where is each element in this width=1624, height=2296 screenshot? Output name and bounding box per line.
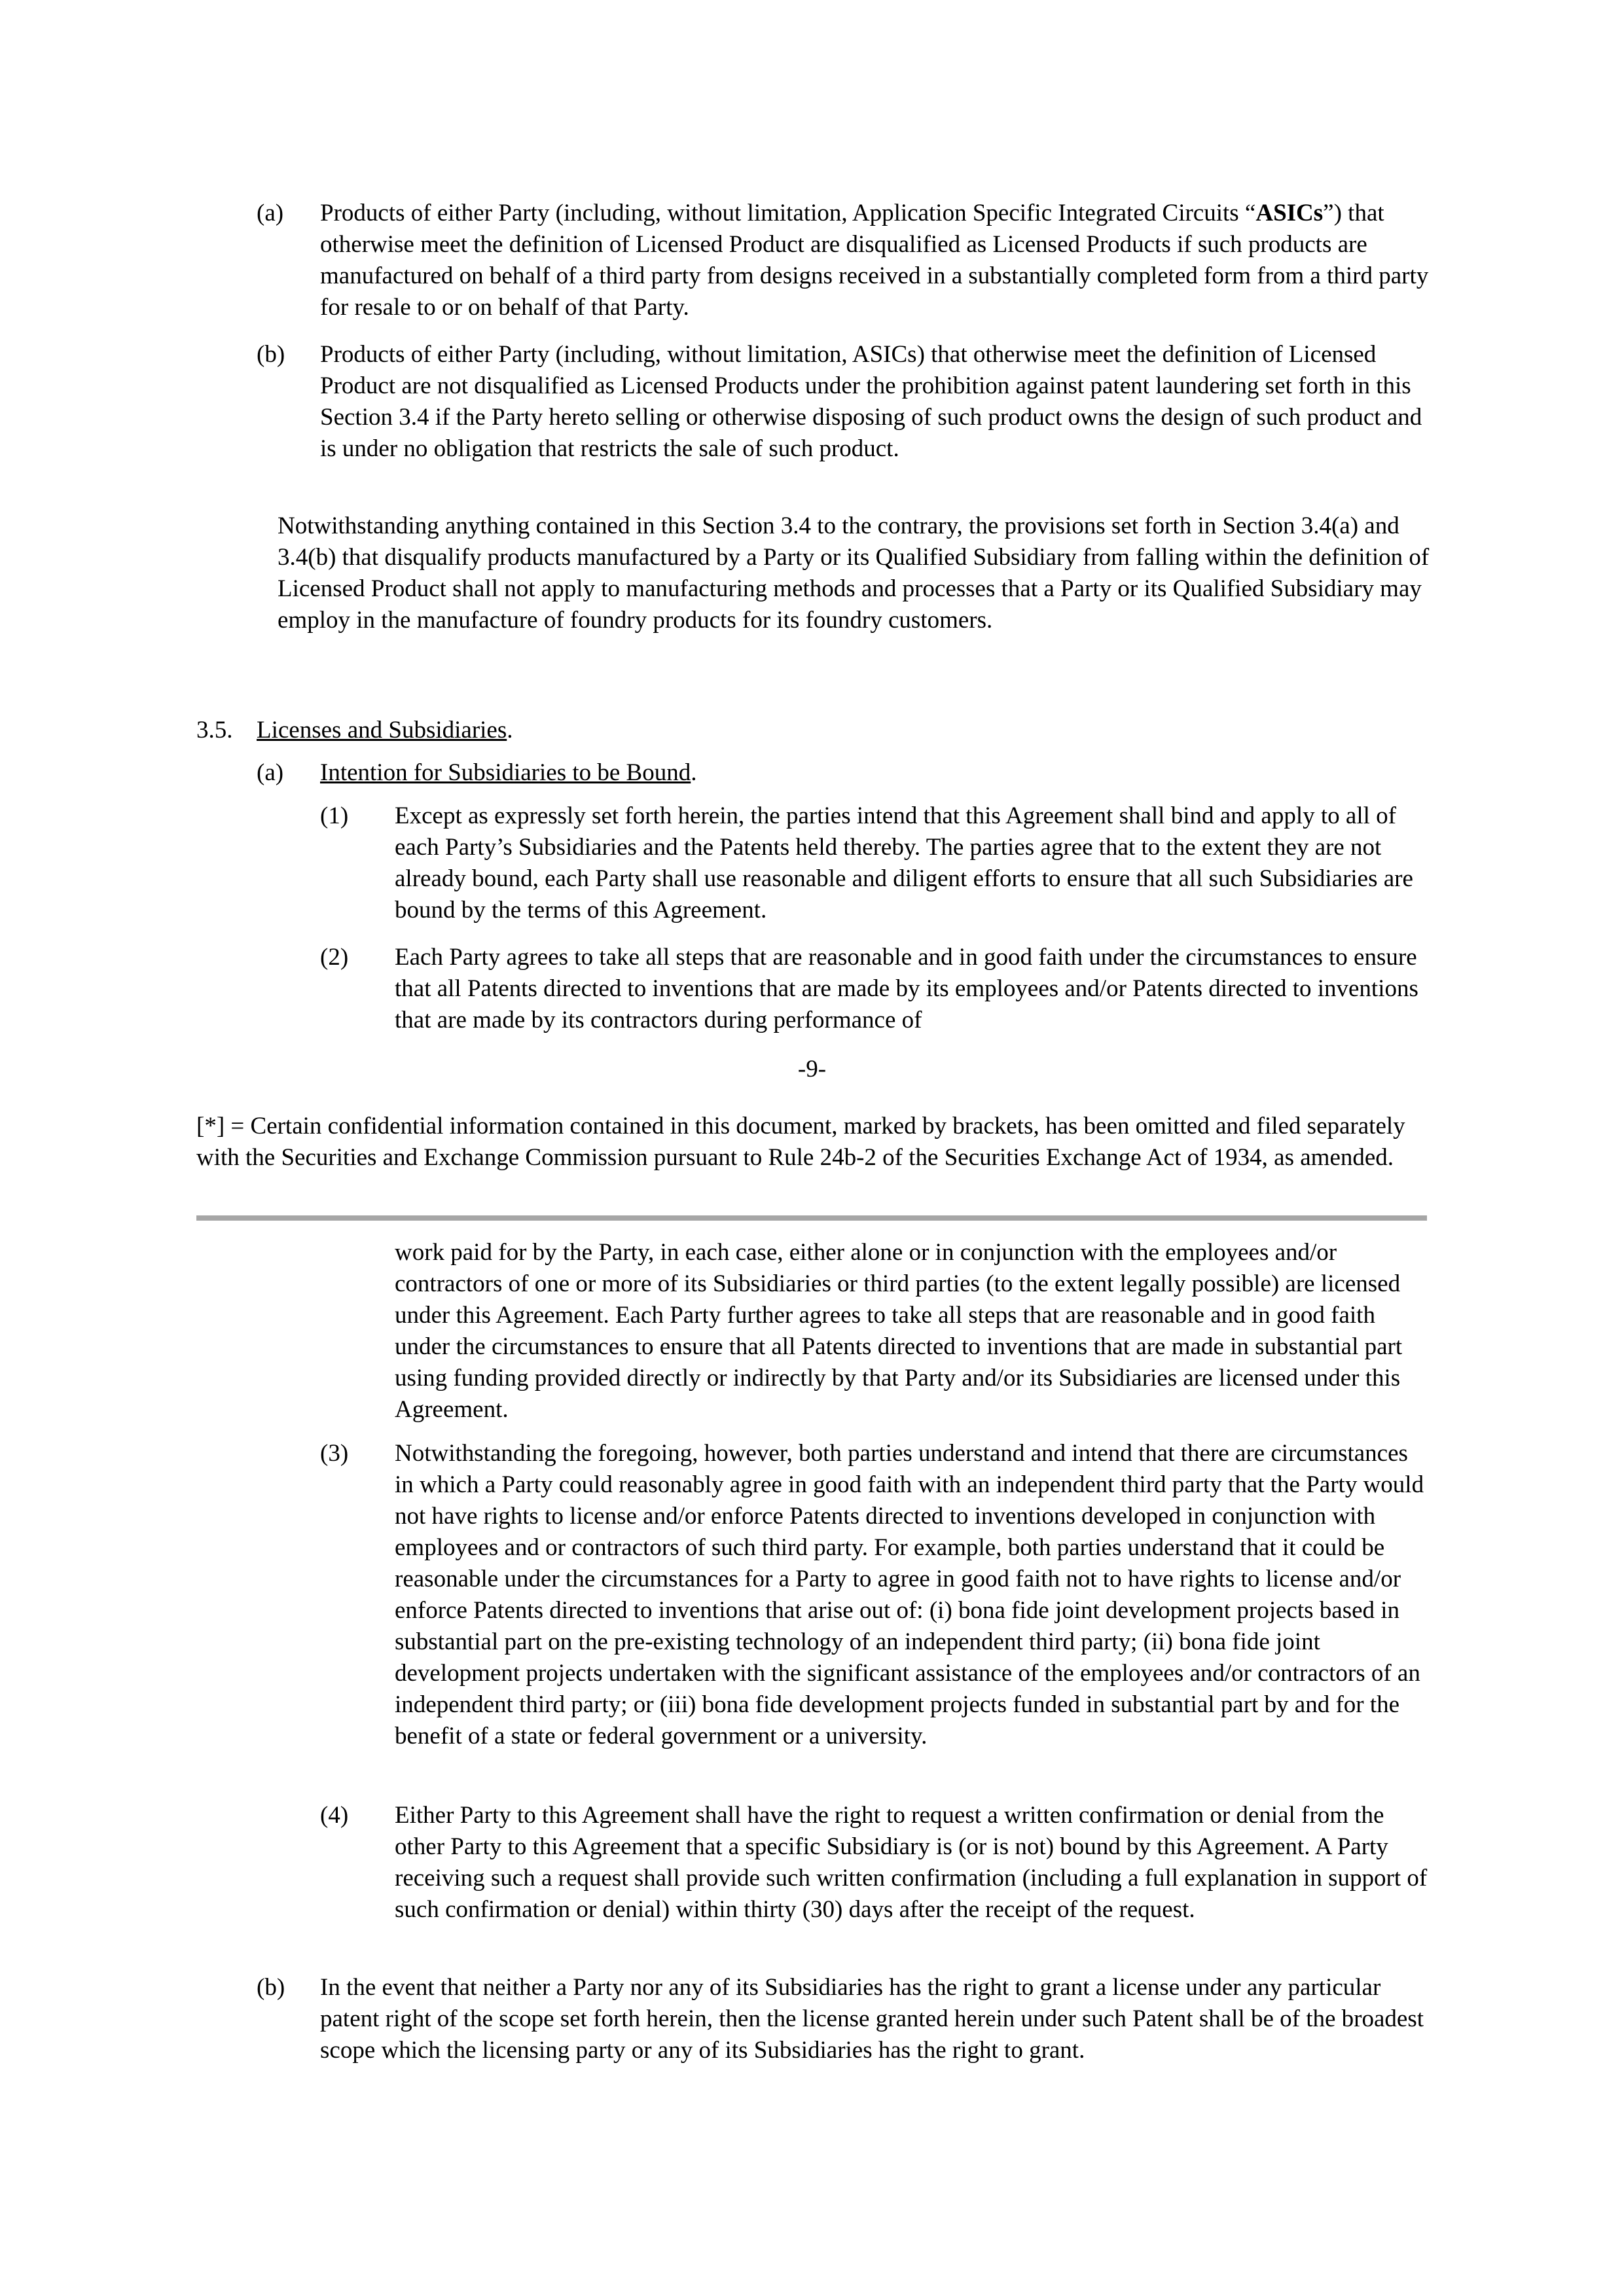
page-divider — [196, 1215, 1427, 1221]
item-b-text: Products of either Party (including, without limitation, ASICs) that otherwise meet the definition of Licensed Product are not disqualified as Licensed Products under the prohibition against patent laundering set forth in this Section 3.4 if the Party hereto selling or otherwise disposing of such product owns the design of such product and is under no obligation that restricts the sale of such product. — [320, 341, 1422, 462]
item-a-label: (a) — [257, 200, 284, 226]
sub-a-label: (a) — [257, 759, 284, 786]
item-4-text: Either Party to this Agreement shall have the right to request a written confirmation or denial from the other Party to this Agreement that a specific Subsidiary is (or is not) bound by this Agreement. A Party receiving such a request shall provide such written confirmation (including a full explanation in support of such confirmation or denial) within thirty (30) days after the receipt of the request. — [395, 1802, 1428, 1923]
section-number: 3.5. — [196, 717, 233, 744]
sub-b-label: (b) — [257, 1974, 285, 2001]
item-b-label: (b) — [257, 341, 285, 368]
notwithstanding-paragraph: Notwithstanding anything contained in this Section 3.4 to the contrary, the provisions set forth in Section 3.4(a) and 3.4(b) that disqualify products manufactured by a Party or its Qualified Subsidiary from falling within the definition of Licensed Product shall not apply to manufacturing methods and processes that a Party or its Qualified Subsidiary may employ in the manufacture of foundry products for its foundry customers. — [278, 512, 1430, 634]
asics-term: ASICs — [1255, 200, 1324, 226]
item-2-label: (2) — [320, 944, 349, 971]
item-1-label: (1) — [320, 802, 349, 829]
section-title: Licenses and Subsidiaries. — [257, 717, 513, 744]
item-1-text: Except as expressly set forth herein, the parties intend that this Agreement shall bind and apply to all of each Party’s Subsidiaries and the Patents held thereby. The parties agree that to the extent they are not already bound, each Party shall use reasonable and diligent efforts to ensure that all such Subsidiaries are bound by the terms of this Agreement. — [395, 802, 1413, 924]
page-number: -9- — [797, 1056, 827, 1083]
item-3-text: Notwithstanding the foregoing, however, both parties understand and intend that there are circumstances in which a Party could reasonably agree in good faith with an independent third party that the Party would not have rights to license and/or enforce Patents directed to inventions developed in conjunction with employees and or contractors of such third party. For example, both parties understand that it could be reasonable under the circumstances for a Party to agree in good faith not to have rights to license and/or enforce Patents directed to inventions that arise out of: (i) bona fide joint development projects based in substantial part on the pre-existing technology of an independent third party; (ii) bona fide joint development projects undertaken with the significant assistance of the employees and/or contractors of an independent third party; or (iii) bona fide development projects funded in substantial part by and for the benefit of a state or federal government or a university. — [395, 1440, 1424, 1749]
item-2-text: Each Party agrees to take all steps that are reasonable and in good faith under the circumstances to ensure that all Patents directed to inventions that are made by its employees and/or Patents directed to inventions that are made by its contractors during performance of — [395, 944, 1418, 1033]
item-3-label: (3) — [320, 1440, 349, 1467]
sub-a-title: Intention for Subsidiaries to be Bound. — [320, 759, 697, 786]
item-4-label: (4) — [320, 1802, 349, 1829]
item-a-text: Products of either Party (including, without limitation, Application Specific Integrated Circuits “ASICs”) that otherwise meet the definition of Licensed Product are disqualified as Licensed Products if such products are manufactured on behalf of a third party from designs received in a substantially completed form from a third party for resale to or on behalf of that Party. — [320, 200, 1429, 321]
item-2-continuation: work paid for by the Party, in each case, either alone or in conjunction with the employees and/or contractors of one or more of its Subsidiaries or third parties (to the extent legally possible) are licensed under this Agreement. Each Party further agrees to take all steps that are reasonable and in good faith under the circumstances to ensure that all Patents directed to inventions that are made in substantial part using funding provided directly or indirectly by that Party and/or its Subsidiaries are licensed under this Agreement. — [395, 1239, 1403, 1423]
sub-b-text: In the event that neither a Party nor any of its Subsidiaries has the right to grant a license under any particular patent right of the scope set forth herein, then the license granted herein under such Patent shall be of the broadest scope which the licensing party or any of its Subsidiaries has the right to grant. — [320, 1974, 1424, 2064]
confidential-footer: [*] = Certain confidential information contained in this document, marked by brackets, has been omitted and filed separately with the Securities and Exchange Commission pursuant to Rule 24b-2 of the Securities Exchange Act of 1934, as amended. — [196, 1113, 1405, 1171]
